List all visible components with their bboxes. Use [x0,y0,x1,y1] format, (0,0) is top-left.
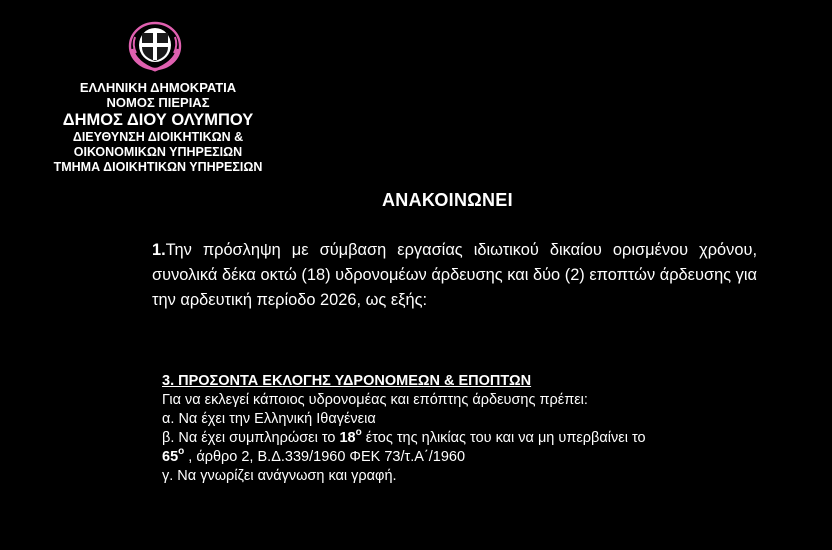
requirement-b [162,429,762,467]
requirement-b-text-mid: έτος της ηλικίας του και να μη υπερβαίνει το [361,430,646,446]
header-directorate-line2: ΟΙΚΟΝΟΜΙΚΩΝ ΥΠΗΡΕΣΙΩΝ [73,144,243,159]
max-age-ordinal: ο [178,446,185,457]
header-municipality: ΔΗΜΟΣ ΔΙΟΥ ΟΛΥΜΠΟΥ [62,110,254,129]
header-department: ΤΜΗΜΑ ΔΙΟΙΚΗΤΙΚΩΝ ΥΠΗΡΕΣΙΩΝ [53,159,263,174]
min-age-ordinal: ο [355,427,362,438]
greek-coat-of-arms-icon [126,19,184,73]
requirement-b-legal-ref: , άρθρο 2, Β.Δ.339/1960 ΦΕΚ 73/τ.Α΄/1960 [184,449,466,465]
header-prefecture: ΝΟΜΟΣ ΠΙΕΡΙΑΣ [106,95,210,111]
paragraph-number: 1. [152,241,166,259]
requirement-a: α. Να έχει την Ελληνική Ιθαγένεια [162,411,376,427]
requirement-b-text-start: β. Να έχει συμπληρώσει το [162,430,340,446]
section-intro: Για να εκλεγεί κάποιος υδρονομέας και επόπτης άρδευσης πρέπει: [162,392,588,408]
requirement-c: γ. Να γνωρίζει ανάγνωση και γραφή. [162,468,397,484]
announcement-paragraph [152,238,757,313]
issuer-header [20,80,296,174]
qualifications-section [162,372,762,486]
min-age-value: 18 [339,430,356,446]
max-age-value: 65 [162,449,179,465]
section-heading: 3. ΠΡΟΣΟΝΤΑ ΕΚΛΟΓΗΣ ΥΔΡΟΝΟΜΕΩΝ & ΕΠΟΠΤΩΝ [162,373,532,389]
header-directorate-line1: ΔΙΕΥΘΥΝΣΗ ΔΙΟΙΚΗΤΙΚΩΝ & [72,130,244,145]
header-country: ΕΛΛΗΝΙΚΗ ΔΗΜΟΚΡΑΤΙΑ [79,80,237,95]
paragraph-text: Την πρόσληψη με σύμβαση εργασίας ιδιωτικού δικαίου ορισμένου χρόνου, συνολικά δέκα οκτώ (18) υδρονομέων άρδευσης και δύο (2) εποπτών άρδευσης για την αρδευτική περίοδο 2026, ως εξής: [152,241,757,309]
page-title: ΑΝΑΚΟΙΝΩΝΕΙ [382,190,513,210]
